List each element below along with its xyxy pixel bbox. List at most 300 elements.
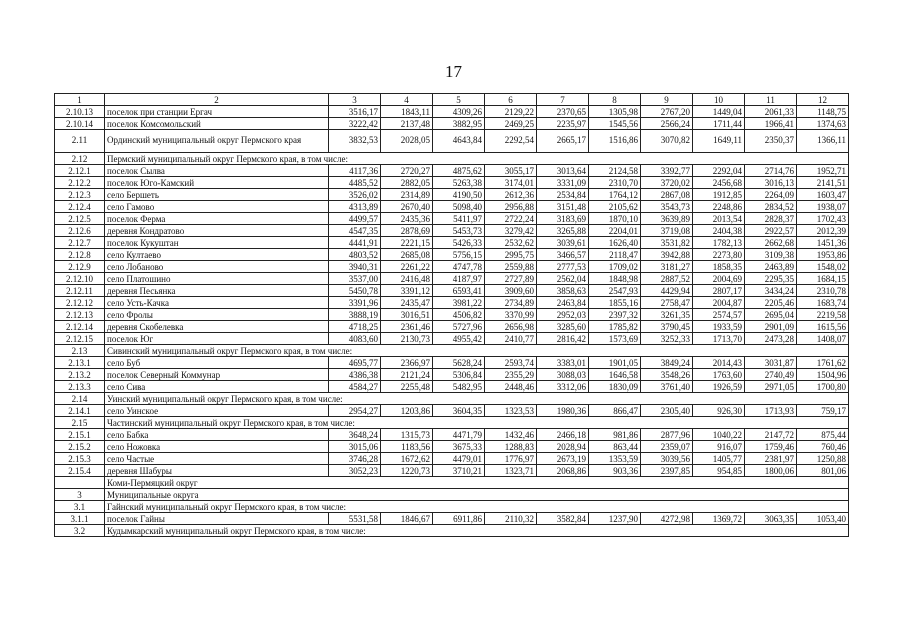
settlement-name: Ординский муниципальный округ Пермского края <box>105 130 329 153</box>
value-cell: 1250,88 <box>797 453 849 465</box>
value-cell: 2922,57 <box>745 225 797 237</box>
value-cell: 2665,17 <box>537 130 589 153</box>
column-number-header: 3 <box>329 94 381 106</box>
row-number: 2.12.5 <box>55 213 105 225</box>
value-cell: 2014,43 <box>693 357 745 369</box>
value-cell: 3039,56 <box>641 453 693 465</box>
value-cell: 3055,17 <box>485 165 537 177</box>
settlement-name: поселок Северный Коммунар <box>105 369 329 381</box>
settlement-name: поселок Ферма <box>105 213 329 225</box>
row-number: 2.12.12 <box>55 297 105 309</box>
value-cell: 2882,05 <box>381 177 433 189</box>
value-cell: 2828,37 <box>745 213 797 225</box>
value-cell: 3174,01 <box>485 177 537 189</box>
value-cell: 2662,68 <box>745 237 797 249</box>
table-row <box>55 201 849 213</box>
value-cell: 2816,42 <box>537 333 589 345</box>
value-cell: 2204,01 <box>589 225 641 237</box>
column-number-header: 12 <box>797 94 849 106</box>
row-number: 2.14 <box>55 393 105 405</box>
value-cell: 2767,20 <box>641 106 693 118</box>
value-cell: 2954,27 <box>329 405 381 417</box>
value-cell: 3526,02 <box>329 189 381 201</box>
settlement-name: деревня Песьянка <box>105 285 329 297</box>
value-cell: 3391,96 <box>329 297 381 309</box>
value-cell: 2574,57 <box>693 309 745 321</box>
value-cell: 2273,80 <box>693 249 745 261</box>
value-cell: 866,47 <box>589 405 641 417</box>
value-cell: 2068,86 <box>537 465 589 477</box>
value-cell: 4875,62 <box>433 165 485 177</box>
value-cell: 4485,52 <box>329 177 381 189</box>
value-cell: 2355,29 <box>485 369 537 381</box>
value-cell: 2314,89 <box>381 189 433 201</box>
value-cell: 2435,36 <box>381 213 433 225</box>
row-number: 2.15.1 <box>55 429 105 441</box>
value-cell: 2292,04 <box>693 165 745 177</box>
value-cell: 2562,04 <box>537 273 589 285</box>
value-cell: 4313,89 <box>329 201 381 213</box>
row-number: 2.12.9 <box>55 261 105 273</box>
value-cell: 2807,17 <box>693 285 745 297</box>
value-cell: 3719,08 <box>641 225 693 237</box>
value-cell: 903,36 <box>589 465 641 477</box>
value-cell: 5411,97 <box>433 213 485 225</box>
value-cell: 1649,11 <box>693 130 745 153</box>
value-cell: 1183,56 <box>381 441 433 453</box>
table-row <box>55 405 849 417</box>
value-cell: 4386,38 <box>329 369 381 381</box>
settlement-name: село Гамово <box>105 201 329 213</box>
value-cell: 3604,35 <box>433 405 485 417</box>
row-number: 2.13.3 <box>55 381 105 393</box>
value-cell: 926,30 <box>693 405 745 417</box>
column-number-header: 6 <box>485 94 537 106</box>
value-cell: 5482,95 <box>433 381 485 393</box>
section-title: Кудымкарский муниципальный округ Пермского края, в том числе: <box>105 525 849 537</box>
value-cell: 3370,99 <box>485 309 537 321</box>
value-cell: 2129,22 <box>485 106 537 118</box>
table-row <box>55 225 849 237</box>
value-cell: 6911,86 <box>433 513 485 525</box>
value-cell: 3063,35 <box>745 513 797 525</box>
value-cell: 3052,23 <box>329 465 381 477</box>
value-cell: 2714,76 <box>745 165 797 177</box>
value-cell: 4955,42 <box>433 333 485 345</box>
value-cell: 1759,46 <box>745 441 797 453</box>
value-cell: 3710,21 <box>433 465 485 477</box>
value-cell: 3940,31 <box>329 261 381 273</box>
value-cell: 1369,72 <box>693 513 745 525</box>
value-cell: 2004,87 <box>693 297 745 309</box>
table-row <box>55 261 849 273</box>
value-cell: 3312,06 <box>537 381 589 393</box>
settlement-name: поселок Юг <box>105 333 329 345</box>
value-cell: 1504,96 <box>797 369 849 381</box>
settlement-name: село Сива <box>105 381 329 393</box>
value-cell: 2404,38 <box>693 225 745 237</box>
table-row <box>55 297 849 309</box>
value-cell: 1763,60 <box>693 369 745 381</box>
value-cell: 2532,62 <box>485 237 537 249</box>
value-cell: 3031,87 <box>745 357 797 369</box>
settlement-name: деревня Шабуры <box>105 465 329 477</box>
value-cell: 2147,72 <box>745 429 797 441</box>
row-number: 3.1 <box>55 501 105 513</box>
row-number: 2.12.14 <box>55 321 105 333</box>
value-cell: 2685,08 <box>381 249 433 261</box>
value-cell: 1785,82 <box>589 321 641 333</box>
table-row <box>55 273 849 285</box>
settlement-name: село Усть-Качка <box>105 297 329 309</box>
table-row <box>55 381 849 393</box>
value-cell: 3015,06 <box>329 441 381 453</box>
value-cell: 3016,13 <box>745 177 797 189</box>
value-cell: 3265,88 <box>537 225 589 237</box>
value-cell: 3582,84 <box>537 513 589 525</box>
value-cell: 2221,15 <box>381 237 433 249</box>
value-cell: 3183,69 <box>537 213 589 225</box>
value-cell: 4718,25 <box>329 321 381 333</box>
value-cell: 1516,86 <box>589 130 641 153</box>
value-cell: 3285,60 <box>537 321 589 333</box>
settlement-name: село Частые <box>105 453 329 465</box>
value-cell: 1315,73 <box>381 429 433 441</box>
section-title: Уинский муниципальный округ Пермского края, в том числе: <box>105 393 849 405</box>
value-cell: 2004,69 <box>693 273 745 285</box>
value-cell: 1405,77 <box>693 453 745 465</box>
value-cell: 2235,97 <box>537 118 589 130</box>
table-body <box>55 94 849 537</box>
value-cell: 1933,59 <box>693 321 745 333</box>
value-cell: 3039,61 <box>537 237 589 249</box>
value-cell: 1220,73 <box>381 465 433 477</box>
row-number: 2.12 <box>55 153 105 165</box>
value-cell: 1938,07 <box>797 201 849 213</box>
section-title: Коми-Пермяцкий округ <box>105 477 849 489</box>
table-header-row <box>55 94 849 106</box>
table-row <box>55 309 849 321</box>
row-number: 2.12.13 <box>55 309 105 321</box>
value-cell: 5263,38 <box>433 177 485 189</box>
value-cell: 4803,52 <box>329 249 381 261</box>
table-row <box>55 321 849 333</box>
column-number-header: 2 <box>105 94 329 106</box>
value-cell: 2397,32 <box>589 309 641 321</box>
table-row <box>55 130 849 153</box>
row-number: 2.14.1 <box>55 405 105 417</box>
column-number-header: 11 <box>745 94 797 106</box>
value-cell: 2248,86 <box>693 201 745 213</box>
value-cell: 2061,33 <box>745 106 797 118</box>
value-cell: 2901,09 <box>745 321 797 333</box>
value-cell: 2261,22 <box>381 261 433 273</box>
value-cell: 1672,62 <box>381 453 433 465</box>
value-cell: 2559,88 <box>485 261 537 273</box>
value-cell: 1646,58 <box>589 369 641 381</box>
value-cell: 4429,94 <box>641 285 693 297</box>
value-cell: 2878,69 <box>381 225 433 237</box>
value-cell: 2593,74 <box>485 357 537 369</box>
value-cell: 4190,50 <box>433 189 485 201</box>
value-cell: 1683,74 <box>797 297 849 309</box>
value-cell: 2456,68 <box>693 177 745 189</box>
table-row <box>55 513 849 525</box>
value-cell: 5450,78 <box>329 285 381 297</box>
column-number-header: 9 <box>641 94 693 106</box>
value-cell: 2758,47 <box>641 297 693 309</box>
value-cell: 1203,86 <box>381 405 433 417</box>
row-number: 2.10.14 <box>55 118 105 130</box>
value-cell: 1353,59 <box>589 453 641 465</box>
value-cell: 3639,89 <box>641 213 693 225</box>
value-cell: 1713,70 <box>693 333 745 345</box>
value-cell: 2105,62 <box>589 201 641 213</box>
section-row <box>55 501 849 513</box>
value-cell: 2310,78 <box>797 285 849 297</box>
value-cell: 2435,47 <box>381 297 433 309</box>
settlement-name: село Буб <box>105 357 329 369</box>
value-cell: 2720,27 <box>381 165 433 177</box>
value-cell: 3746,28 <box>329 453 381 465</box>
value-cell: 4272,98 <box>641 513 693 525</box>
value-cell: 2834,52 <box>745 201 797 213</box>
settlement-name: поселок Комсомольский <box>105 118 329 130</box>
value-cell: 4584,27 <box>329 381 381 393</box>
row-number: 2.12.4 <box>55 201 105 213</box>
value-cell: 2366,97 <box>381 357 433 369</box>
value-cell: 2028,05 <box>381 130 433 153</box>
value-cell: 1846,67 <box>381 513 433 525</box>
value-cell: 4471,79 <box>433 429 485 441</box>
row-number: 2.15.3 <box>55 453 105 465</box>
value-cell: 1449,04 <box>693 106 745 118</box>
value-cell: 3832,53 <box>329 130 381 153</box>
value-cell: 3516,17 <box>329 106 381 118</box>
row-number: 2.12.3 <box>55 189 105 201</box>
row-number: 2.13.1 <box>55 357 105 369</box>
value-cell: 3858,63 <box>537 285 589 297</box>
row-number: 2.15.2 <box>55 441 105 453</box>
value-cell: 2350,37 <box>745 130 797 153</box>
value-cell: 1800,06 <box>745 465 797 477</box>
value-cell: 2141,51 <box>797 177 849 189</box>
value-cell: 1432,46 <box>485 429 537 441</box>
settlement-name: село Платошино <box>105 273 329 285</box>
section-row <box>55 477 849 489</box>
value-cell: 3648,24 <box>329 429 381 441</box>
value-cell: 3088,03 <box>537 369 589 381</box>
value-cell: 2028,94 <box>537 441 589 453</box>
value-cell: 1408,07 <box>797 333 849 345</box>
value-cell: 954,85 <box>693 465 745 477</box>
value-cell: 3434,24 <box>745 285 797 297</box>
value-cell: 916,07 <box>693 441 745 453</box>
settlement-name: поселок Кукуштан <box>105 237 329 249</box>
settlement-name: деревня Скобелевка <box>105 321 329 333</box>
value-cell: 2473,28 <box>745 333 797 345</box>
value-cell: 3279,42 <box>485 225 537 237</box>
value-cell: 4309,26 <box>433 106 485 118</box>
section-row <box>55 153 849 165</box>
value-cell: 6593,41 <box>433 285 485 297</box>
value-cell: 3070,82 <box>641 130 693 153</box>
value-cell: 5453,73 <box>433 225 485 237</box>
settlement-name: поселок Сылва <box>105 165 329 177</box>
row-number: 2.12.6 <box>55 225 105 237</box>
value-cell: 3391,12 <box>381 285 433 297</box>
value-cell: 5426,33 <box>433 237 485 249</box>
value-cell: 4083,60 <box>329 333 381 345</box>
value-cell: 1545,56 <box>589 118 641 130</box>
value-cell: 3383,01 <box>537 357 589 369</box>
value-cell: 1912,85 <box>693 189 745 201</box>
value-cell: 1980,36 <box>537 405 589 417</box>
settlement-name: поселок Гайны <box>105 513 329 525</box>
section-row <box>55 393 849 405</box>
value-cell: 1148,75 <box>797 106 849 118</box>
table-row <box>55 237 849 249</box>
row-number: 2.12.1 <box>55 165 105 177</box>
value-cell: 1848,98 <box>589 273 641 285</box>
row-number: 2.13.2 <box>55 369 105 381</box>
value-cell: 3016,51 <box>381 309 433 321</box>
value-cell: 1713,93 <box>745 405 797 417</box>
settlement-name: поселок Юго-Камский <box>105 177 329 189</box>
value-cell: 2995,75 <box>485 249 537 261</box>
tariff-table <box>54 93 849 537</box>
value-cell: 2670,40 <box>381 201 433 213</box>
value-cell: 2305,40 <box>641 405 693 417</box>
value-cell: 2118,47 <box>589 249 641 261</box>
column-number-header: 5 <box>433 94 485 106</box>
value-cell: 3543,73 <box>641 201 693 213</box>
value-cell: 1702,43 <box>797 213 849 225</box>
value-cell: 2887,52 <box>641 273 693 285</box>
table-row <box>55 369 849 381</box>
value-cell: 2013,54 <box>693 213 745 225</box>
value-cell: 2416,48 <box>381 273 433 285</box>
value-cell: 1603,47 <box>797 189 849 201</box>
value-cell: 2612,36 <box>485 189 537 201</box>
value-cell: 2971,05 <box>745 381 797 393</box>
table-row <box>55 118 849 130</box>
value-cell: 2310,70 <box>589 177 641 189</box>
value-cell: 3888,19 <box>329 309 381 321</box>
value-cell: 1323,71 <box>485 465 537 477</box>
settlement-name: село Фролы <box>105 309 329 321</box>
value-cell: 2219,58 <box>797 309 849 321</box>
row-number: 2.12.2 <box>55 177 105 189</box>
column-number-header: 1 <box>55 94 105 106</box>
settlement-name: село Уинское <box>105 405 329 417</box>
value-cell: 1830,09 <box>589 381 641 393</box>
value-cell: 801,06 <box>797 465 849 477</box>
value-cell: 3392,77 <box>641 165 693 177</box>
settlement-name: село Бабка <box>105 429 329 441</box>
section-row <box>55 525 849 537</box>
value-cell: 2566,24 <box>641 118 693 130</box>
table-row <box>55 441 849 453</box>
value-cell: 1711,44 <box>693 118 745 130</box>
value-cell: 863,44 <box>589 441 641 453</box>
value-cell: 1709,02 <box>589 261 641 273</box>
value-cell: 2137,48 <box>381 118 433 130</box>
value-cell: 5756,15 <box>433 249 485 261</box>
row-number: 2.12.7 <box>55 237 105 249</box>
value-cell: 981,86 <box>589 429 641 441</box>
value-cell: 2740,49 <box>745 369 797 381</box>
row-number: 2.13 <box>55 345 105 357</box>
settlement-name: село Лобаново <box>105 261 329 273</box>
column-number-header: 4 <box>381 94 433 106</box>
value-cell: 4187,97 <box>433 273 485 285</box>
row-number: 2.15.4 <box>55 465 105 477</box>
value-cell: 2295,35 <box>745 273 797 285</box>
value-cell: 4479,01 <box>433 453 485 465</box>
value-cell: 2877,96 <box>641 429 693 441</box>
value-cell: 3675,33 <box>433 441 485 453</box>
value-cell: 2466,18 <box>537 429 589 441</box>
section-title: Муниципальные округа <box>105 489 849 501</box>
value-cell: 2469,25 <box>485 118 537 130</box>
value-cell: 1548,02 <box>797 261 849 273</box>
value-cell: 3466,57 <box>537 249 589 261</box>
value-cell: 3981,22 <box>433 297 485 309</box>
value-cell: 2695,04 <box>745 309 797 321</box>
value-cell: 2777,53 <box>537 261 589 273</box>
section-row <box>55 345 849 357</box>
value-cell: 4747,78 <box>433 261 485 273</box>
table-row <box>55 357 849 369</box>
page-number: 17 <box>445 62 462 81</box>
value-cell: 3548,26 <box>641 369 693 381</box>
value-cell: 2292,54 <box>485 130 537 153</box>
value-cell: 760,46 <box>797 441 849 453</box>
value-cell: 1776,97 <box>485 453 537 465</box>
value-cell: 1761,62 <box>797 357 849 369</box>
value-cell: 1952,71 <box>797 165 849 177</box>
value-cell: 5098,40 <box>433 201 485 213</box>
value-cell: 2410,77 <box>485 333 537 345</box>
table-row <box>55 429 849 441</box>
value-cell: 2722,24 <box>485 213 537 225</box>
value-cell: 2867,08 <box>641 189 693 201</box>
table-row <box>55 453 849 465</box>
section-row <box>55 417 849 429</box>
row-number: 2.12.15 <box>55 333 105 345</box>
value-cell: 2012,39 <box>797 225 849 237</box>
value-cell: 1782,13 <box>693 237 745 249</box>
value-cell: 2727,89 <box>485 273 537 285</box>
value-cell: 3252,33 <box>641 333 693 345</box>
value-cell: 1053,40 <box>797 513 849 525</box>
row-number <box>55 477 105 489</box>
value-cell: 2255,48 <box>381 381 433 393</box>
value-cell: 2463,84 <box>537 297 589 309</box>
table-row <box>55 333 849 345</box>
value-cell: 5628,24 <box>433 357 485 369</box>
value-cell: 2130,73 <box>381 333 433 345</box>
value-cell: 3151,48 <box>537 201 589 213</box>
value-cell: 2370,65 <box>537 106 589 118</box>
value-cell: 3720,02 <box>641 177 693 189</box>
row-number: 2.11 <box>55 130 105 153</box>
value-cell: 1764,12 <box>589 189 641 201</box>
value-cell: 3942,88 <box>641 249 693 261</box>
value-cell: 1573,69 <box>589 333 641 345</box>
value-cell: 2956,88 <box>485 201 537 213</box>
